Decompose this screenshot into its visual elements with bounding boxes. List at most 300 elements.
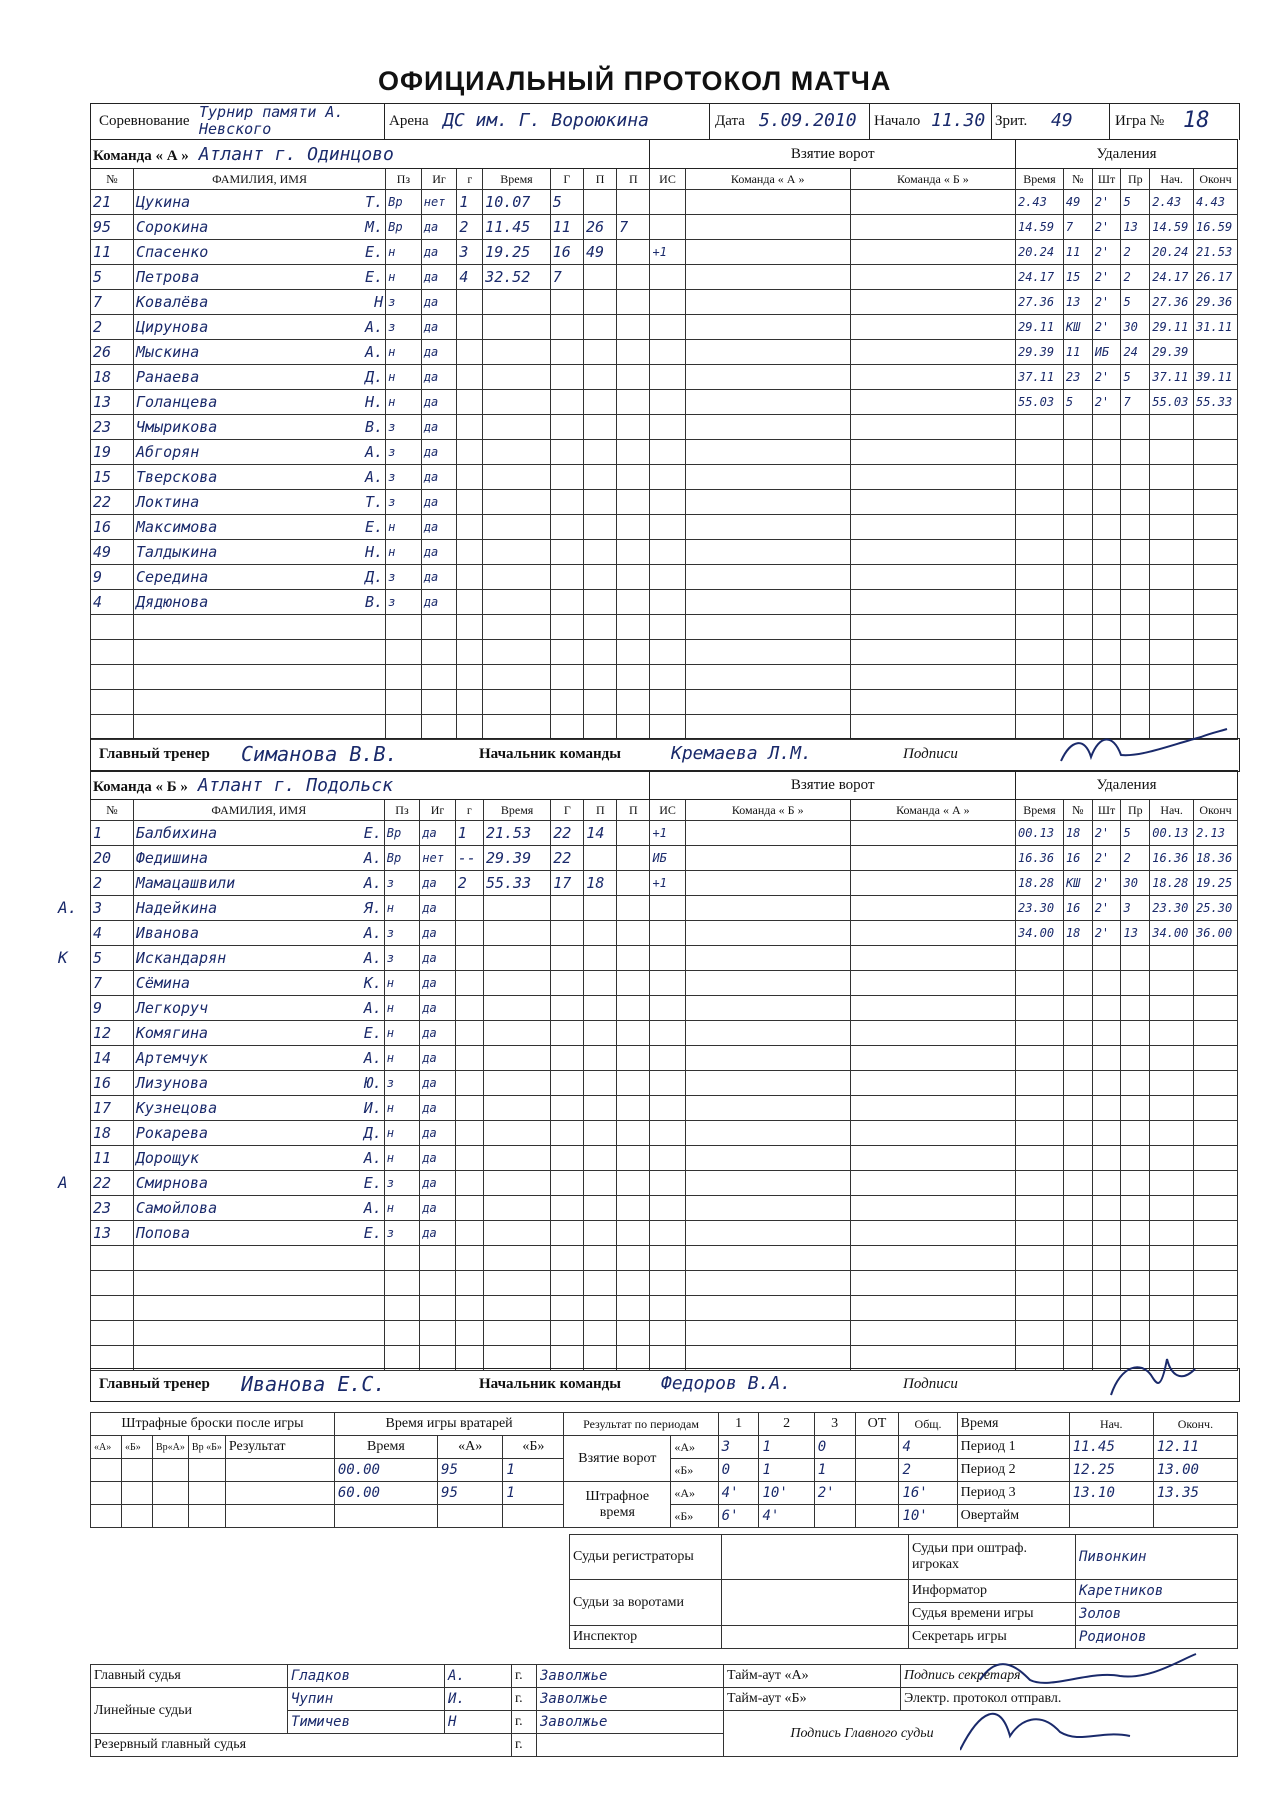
player-surname: Легкоруч — [135, 999, 209, 1017]
player-plays: да — [420, 1096, 455, 1121]
team-caption — [91, 771, 650, 800]
pen-number — [1063, 1071, 1092, 1096]
player-number: 13 — [91, 390, 134, 415]
goal-number — [455, 946, 483, 971]
pen-time — [1015, 1246, 1063, 1271]
player-position — [386, 665, 422, 690]
player-plays — [421, 690, 457, 715]
player-surname: Талдыкина — [136, 543, 218, 561]
coach-name: Симанова В.В. — [241, 742, 398, 766]
player-row — [91, 821, 1238, 846]
goal-assist-1: 14 — [584, 821, 617, 846]
goals-team-a — [685, 896, 850, 921]
player-plays: да — [420, 1046, 455, 1071]
goal-scorer — [551, 1221, 584, 1246]
player-position: н — [386, 340, 422, 365]
goals-a-p3: 0 — [814, 1436, 855, 1459]
pen-number — [1063, 1196, 1092, 1221]
goal-time — [483, 715, 551, 740]
player-initial: Е. — [365, 518, 384, 536]
player-name — [133, 1021, 384, 1046]
col-header: Время — [1015, 800, 1063, 821]
pen-minutes — [1092, 540, 1121, 565]
player-position: з — [384, 946, 419, 971]
pen-time: 37.11 — [1015, 365, 1063, 390]
pen-time — [1015, 946, 1063, 971]
player-surname: Цукина — [136, 193, 191, 211]
goal-number — [455, 921, 483, 946]
player-position: з — [384, 1221, 419, 1246]
goal-assist-2 — [617, 440, 650, 465]
goals-team-b — [850, 1296, 1015, 1321]
pen-time — [1015, 1046, 1063, 1071]
pen-a-p3: 2' — [814, 1482, 855, 1505]
goal-assist-2 — [617, 590, 650, 615]
goals-team-a — [685, 515, 850, 540]
pen-reason: 13 — [1121, 921, 1150, 946]
player-name — [133, 971, 384, 996]
goal-number — [455, 1121, 483, 1146]
pen-end — [1194, 540, 1238, 565]
player-surname: Лизунова — [135, 1074, 209, 1092]
pen-end: 16.59 — [1194, 215, 1238, 240]
pen-end — [1194, 440, 1238, 465]
pen-number: 16 — [1063, 896, 1092, 921]
pen-number: 18 — [1063, 821, 1092, 846]
pen-end — [1194, 1271, 1238, 1296]
goal-assist-1 — [584, 946, 617, 971]
goal-assist-1 — [584, 1196, 617, 1221]
goals-team-a — [685, 340, 850, 365]
goal-situation — [650, 1221, 685, 1246]
pen-number — [1063, 1096, 1092, 1121]
goals-team-b — [850, 871, 1015, 896]
goal-assist-2 — [617, 1196, 650, 1221]
player-name — [133, 1271, 384, 1296]
col-header: Команда « Б » — [685, 800, 850, 821]
player-row — [91, 1271, 1238, 1296]
goal-assist-1 — [584, 1346, 617, 1371]
pen-start — [1150, 1146, 1194, 1171]
sign-label: Подписи — [903, 746, 958, 762]
pen-minutes — [1092, 1071, 1121, 1096]
player-row — [91, 440, 1238, 465]
goal-assist-2 — [617, 846, 650, 871]
col-p3: 3 — [814, 1413, 855, 1436]
pen-end — [1194, 1296, 1238, 1321]
pen-minutes — [1092, 1246, 1121, 1271]
goals-team-a — [685, 1071, 850, 1096]
pen-number — [1063, 615, 1092, 640]
pen-time — [1015, 996, 1063, 1021]
goal-number — [457, 715, 483, 740]
goal-number — [455, 1246, 483, 1271]
goals-b-ot — [855, 1459, 899, 1482]
goal-situation: +1 — [650, 871, 685, 896]
pen-minutes: 2' — [1092, 190, 1121, 215]
col-header: ФАМИЛИЯ, ИМЯ — [133, 800, 384, 821]
goal-assist-1 — [584, 1246, 617, 1271]
goal-number — [455, 1096, 483, 1121]
player-surname: Балбихина — [135, 824, 218, 842]
line2-initial: Н — [445, 1711, 512, 1734]
pen-end — [1194, 690, 1238, 715]
goal-scorer — [550, 715, 583, 740]
player-name — [134, 590, 386, 615]
player-name — [134, 565, 386, 590]
goal-time — [483, 1146, 550, 1171]
pen-start: 2.43 — [1150, 190, 1194, 215]
goal-number — [457, 640, 483, 665]
col-header: Г — [550, 169, 583, 190]
pen-time — [1015, 1021, 1063, 1046]
goal-situation — [650, 1046, 685, 1071]
periods-label: Результат по периодам — [564, 1413, 718, 1436]
pen-time — [1015, 540, 1063, 565]
chief-name: Федоров В.А. — [661, 1373, 792, 1394]
player-row — [91, 390, 1238, 415]
pen-start — [1150, 490, 1194, 515]
goals-team-b — [850, 440, 1015, 465]
player-plays: да — [420, 896, 455, 921]
player-number: 7 — [91, 290, 134, 315]
pen-minutes — [1092, 590, 1121, 615]
pen-minutes: 2' — [1092, 871, 1121, 896]
goal-assist-1 — [584, 846, 617, 871]
goals-team-a — [685, 1121, 850, 1146]
goal-number — [457, 315, 483, 340]
goal-scorer — [550, 515, 583, 540]
gk-row2-time: 60.00 — [334, 1482, 437, 1505]
pen-b-p3 — [814, 1505, 855, 1528]
pen-time — [1015, 1071, 1063, 1096]
pen-minutes: 2' — [1092, 821, 1121, 846]
goal-scorer — [550, 490, 583, 515]
player-surname: Мамацашвили — [135, 874, 236, 892]
goals-team-b — [850, 1021, 1015, 1046]
pen-time: 27.36 — [1015, 290, 1063, 315]
player-number: 5 — [91, 265, 134, 290]
goals-team-a — [685, 665, 850, 690]
pen-time: 23.30 — [1015, 896, 1063, 921]
gk-row1-time: 00.00 — [334, 1459, 437, 1482]
player-position: н — [386, 265, 422, 290]
goal-number — [455, 1196, 483, 1221]
goal-assist-2 — [617, 640, 650, 665]
goal-assist-1 — [584, 971, 617, 996]
pen-minutes: 2' — [1092, 390, 1121, 415]
goals-team-a — [685, 465, 850, 490]
goals-team-b — [850, 821, 1015, 846]
pen-reason — [1121, 1246, 1150, 1271]
player-name — [134, 290, 386, 315]
goal-assist-2 — [617, 1021, 650, 1046]
pen-start — [1150, 590, 1194, 615]
player-number: 4 — [91, 590, 134, 615]
player-plays: да — [420, 1221, 455, 1246]
pen-start — [1150, 971, 1194, 996]
pen-end — [1194, 640, 1238, 665]
goal-assist-1 — [583, 490, 616, 515]
period-1-label: Период 1 — [957, 1436, 1069, 1459]
pen-start — [1150, 515, 1194, 540]
pen-number — [1063, 1221, 1092, 1246]
player-name — [134, 315, 386, 340]
pen-start: 24.17 — [1150, 265, 1194, 290]
pen-start — [1150, 1046, 1194, 1071]
pen-number: 15 — [1063, 265, 1092, 290]
col-header: Пз — [384, 800, 419, 821]
goal-assist-2 — [617, 715, 650, 740]
col-total: Общ. — [899, 1413, 957, 1436]
gk-b-label: «Б» — [503, 1436, 564, 1459]
goal-situation — [650, 340, 685, 365]
line2-city: Заволжье — [537, 1711, 724, 1734]
pen-time — [1015, 640, 1063, 665]
goals-team-b — [850, 540, 1015, 565]
pen-a-p1: 4' — [718, 1482, 759, 1505]
pen-number: 7 — [1063, 215, 1092, 240]
pen-minutes — [1092, 640, 1121, 665]
pen-start — [1150, 465, 1194, 490]
pen-b-p1: 6' — [718, 1505, 759, 1528]
coach-name: Иванова Е.С. — [241, 1372, 386, 1396]
period-3-label: Период 3 — [957, 1482, 1069, 1505]
pen-start — [1150, 1196, 1194, 1221]
player-row — [91, 871, 1238, 896]
player-number: 9 — [91, 565, 134, 590]
player-position: з — [384, 921, 419, 946]
goal-number — [455, 1071, 483, 1096]
pen-start — [1150, 1121, 1194, 1146]
pen-minutes: 2' — [1092, 921, 1121, 946]
col-header: Пз — [386, 169, 422, 190]
player-initial: Н. — [365, 543, 384, 561]
goal-scorer — [551, 1196, 584, 1221]
player-row — [91, 921, 1238, 946]
player-surname: Сорокина — [136, 218, 209, 236]
goals-team-a — [685, 946, 850, 971]
chief-name: Кремаева Л.М. — [671, 743, 812, 764]
player-name — [133, 1171, 384, 1196]
goal-time — [483, 1221, 550, 1246]
goals-team-b — [850, 1121, 1015, 1146]
player-number: 16 — [91, 1071, 134, 1096]
pen-minutes: 2' — [1092, 846, 1121, 871]
goals-team-a — [685, 996, 850, 1021]
goal-assist-2 — [617, 465, 650, 490]
player-position: н — [384, 1046, 419, 1071]
player-initial: Е. — [363, 1174, 382, 1192]
goal-situation: ИБ — [650, 846, 685, 871]
player-position: з — [386, 590, 422, 615]
pen-start — [1150, 1021, 1194, 1046]
col-header: Команда « А » — [685, 169, 850, 190]
pen-time: 29.39 — [1015, 340, 1063, 365]
pen-number: 18 — [1063, 921, 1092, 946]
pen-start: 27.36 — [1150, 290, 1194, 315]
goal-assist-2 — [617, 190, 650, 215]
pen-end — [1194, 1096, 1238, 1121]
player-number: 14 — [91, 1046, 134, 1071]
goal-assist-2 — [617, 340, 650, 365]
goals-team-a — [685, 690, 850, 715]
player-row — [91, 896, 1238, 921]
player-surname: Петрова — [136, 268, 200, 286]
goal-situation — [650, 640, 685, 665]
goals-team-b — [850, 515, 1015, 540]
player-plays: да — [420, 1071, 455, 1096]
goal-assist-1 — [584, 1321, 617, 1346]
goal-scorer — [550, 590, 583, 615]
pen-end: 55.33 — [1194, 390, 1238, 415]
arena-label: Арена — [389, 113, 429, 129]
goals-a-p1: 3 — [718, 1436, 759, 1459]
goal-assist-2 — [617, 896, 650, 921]
pen-end — [1194, 1171, 1238, 1196]
player-plays — [421, 640, 457, 665]
team-name: Атлант г. Подольск — [197, 774, 393, 796]
pen-reason — [1121, 971, 1150, 996]
player-plays: да — [421, 365, 457, 390]
goals-team-b — [850, 1221, 1015, 1246]
player-plays: да — [420, 1196, 455, 1221]
goal-assist-2 — [617, 871, 650, 896]
pen-number — [1063, 1146, 1092, 1171]
goals-team-b — [850, 1171, 1015, 1196]
col-header: Оконч — [1194, 800, 1238, 821]
goals-team-b — [850, 996, 1015, 1021]
player-name — [134, 665, 386, 690]
player-number: 18 — [91, 1121, 134, 1146]
player-surname: Надейкина — [135, 899, 218, 917]
team-a-coach-row — [90, 738, 1240, 772]
pen-minutes — [1092, 971, 1121, 996]
player-plays — [421, 665, 457, 690]
informer-value: Каретников — [1076, 1580, 1238, 1603]
goal-scorer — [551, 896, 584, 921]
team-b-coach-row — [90, 1368, 1240, 1402]
player-surname: Смирнова — [135, 1174, 209, 1192]
player-number — [91, 1346, 134, 1371]
pen-minutes: 2' — [1092, 290, 1121, 315]
goal-assist-1 — [583, 515, 616, 540]
pen-end: 36.00 — [1194, 921, 1238, 946]
goal-number — [457, 490, 483, 515]
goal-scorer — [551, 1321, 584, 1346]
player-plays: да — [421, 390, 457, 415]
col-header: Команда « Б » — [850, 169, 1015, 190]
player-plays — [420, 1346, 455, 1371]
goal-scorer: 7 — [550, 265, 583, 290]
goal-time — [483, 1271, 550, 1296]
player-number: 16 — [91, 515, 134, 540]
player-initial: М. — [365, 218, 384, 236]
pen-time — [1015, 1096, 1063, 1121]
goal-time — [483, 590, 551, 615]
goals-team-b — [850, 1346, 1015, 1371]
goal-situation — [650, 290, 685, 315]
sh-a: «А» — [91, 1436, 122, 1459]
pen-minutes — [1092, 615, 1121, 640]
goal-assist-2 — [617, 1046, 650, 1071]
player-row — [91, 1071, 1238, 1096]
goals-team-a — [685, 1146, 850, 1171]
player-name — [133, 1071, 384, 1096]
goal-situation — [650, 946, 685, 971]
goals-b-p3: 1 — [814, 1459, 855, 1482]
timeout-b-label: Тайм-аут «Б» — [724, 1688, 901, 1711]
col-header: Иг — [421, 169, 457, 190]
player-name — [134, 640, 386, 665]
player-surname: Спасенко — [136, 243, 209, 261]
player-plays: да — [421, 565, 457, 590]
player-position: з — [386, 315, 422, 340]
pen-minutes: ИБ — [1092, 340, 1121, 365]
goals-team-a — [685, 615, 850, 640]
signature-coach-b — [1101, 1355, 1201, 1401]
goal-assist-2 — [617, 1146, 650, 1171]
player-initial: К. — [363, 974, 382, 992]
pen-start — [1150, 1271, 1194, 1296]
goal-time — [483, 1346, 550, 1371]
goal-assist-1 — [583, 340, 616, 365]
pen-number — [1063, 971, 1092, 996]
overtime-start — [1069, 1505, 1153, 1528]
player-surname: Абгорян — [136, 443, 200, 461]
date-label: Дата — [715, 113, 745, 129]
goal-assist-2 — [617, 1171, 650, 1196]
goal-time — [483, 390, 551, 415]
player-surname: Ковалёва — [136, 293, 209, 311]
city-label-4: г. — [512, 1734, 537, 1757]
goal-assist-2 — [617, 1321, 650, 1346]
pen-start — [1150, 1221, 1194, 1246]
coach-label: Главный тренер — [99, 1376, 210, 1392]
pen-start: 00.13 — [1150, 821, 1194, 846]
col-ot: ОТ — [855, 1413, 899, 1436]
player-position — [384, 1321, 419, 1346]
goal-judges-label: Судьи за воротами — [570, 1580, 722, 1626]
goal-situation — [650, 1321, 685, 1346]
pen-b-p2: 4' — [759, 1505, 814, 1528]
player-row — [91, 240, 1238, 265]
player-plays — [420, 1296, 455, 1321]
player-position — [384, 1246, 419, 1271]
goal-assist-1 — [583, 365, 616, 390]
goal-assist-1 — [584, 921, 617, 946]
player-number: 49 — [91, 540, 134, 565]
player-name — [134, 240, 386, 265]
goal-assist-1: 49 — [583, 240, 616, 265]
pen-end — [1194, 1046, 1238, 1071]
goal-time: 10.07 — [483, 190, 551, 215]
reserve-ref-label: Резервный главный судья — [91, 1734, 512, 1757]
player-row — [91, 615, 1238, 640]
ta-label: «А» — [671, 1436, 718, 1459]
player-number — [91, 1271, 134, 1296]
goals-team-b — [850, 315, 1015, 340]
goal-number: 1 — [455, 821, 483, 846]
goals-team-a — [685, 821, 850, 846]
team-label: Команда « Б » — [93, 778, 188, 795]
pen-minutes — [1092, 465, 1121, 490]
goal-time — [483, 415, 551, 440]
player-name — [134, 690, 386, 715]
player-plays: да — [420, 1121, 455, 1146]
player-name — [133, 821, 384, 846]
goal-situation — [650, 1271, 685, 1296]
